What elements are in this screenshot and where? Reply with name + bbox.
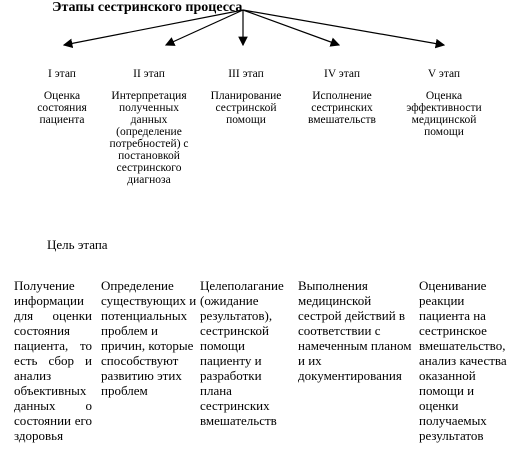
stage-4: [297, 68, 387, 126]
stage-2-number: II этап: [133, 68, 165, 80]
stage-5-number: V этап: [427, 68, 461, 80]
stage-4-goal: Выполнения медицинской сестрой действий в соответствии с намеченным планом и их документирования: [298, 278, 412, 383]
arrow-to-stage-2: [166, 10, 243, 45]
stage-3: [200, 68, 292, 126]
arrow-to-stage-4: [243, 10, 339, 45]
stage-5: [396, 68, 492, 138]
stage-3-name: Планирование сестринской помощи: [210, 90, 282, 126]
arrows: [0, 0, 519, 60]
stage-1: [18, 68, 106, 126]
stage-2-name: Интерпретация полученных данных (определение потребностей) с постановкой сестринского диагноза: [109, 90, 189, 186]
stage-3-number: III этап: [228, 68, 264, 80]
stage-4-name: Исполнение сестринских вмешательств: [308, 90, 376, 126]
stage-4-number: IV этап: [323, 68, 360, 80]
diagram-title: Этапы сестринского процесса: [52, 0, 243, 15]
stage-1-number: I этап: [48, 68, 76, 80]
stage-2: [101, 68, 197, 186]
goal-label: Цель этапа: [47, 237, 108, 252]
stage-1-goal: Получение информации для оценки состояния пациента, то есть сбор и анализ объективных данных о состоянии его здоровья: [14, 278, 92, 443]
stage-5-goal: Оценивание реакции пациента на сестринское вмешательство, анализ качества оказанной помощи и оценки получаемых результатов: [419, 278, 507, 443]
arrow-to-stage-5: [243, 10, 444, 45]
stage-3-goal: Целеполагание (ожидание результатов), сестринской помощи пациенту и разработки плана сестринских вмешательств: [200, 278, 284, 428]
arrow-to-stage-1: [64, 10, 243, 45]
stage-1-name: Оценка состояния пациента: [37, 90, 87, 126]
stage-2-goal: Определение существующих и потенциальных проблем и причин, которые способствуют развитию этих проблем: [101, 278, 197, 398]
stage-5-name: Оценка эффективности медицинской помощи: [406, 90, 482, 138]
